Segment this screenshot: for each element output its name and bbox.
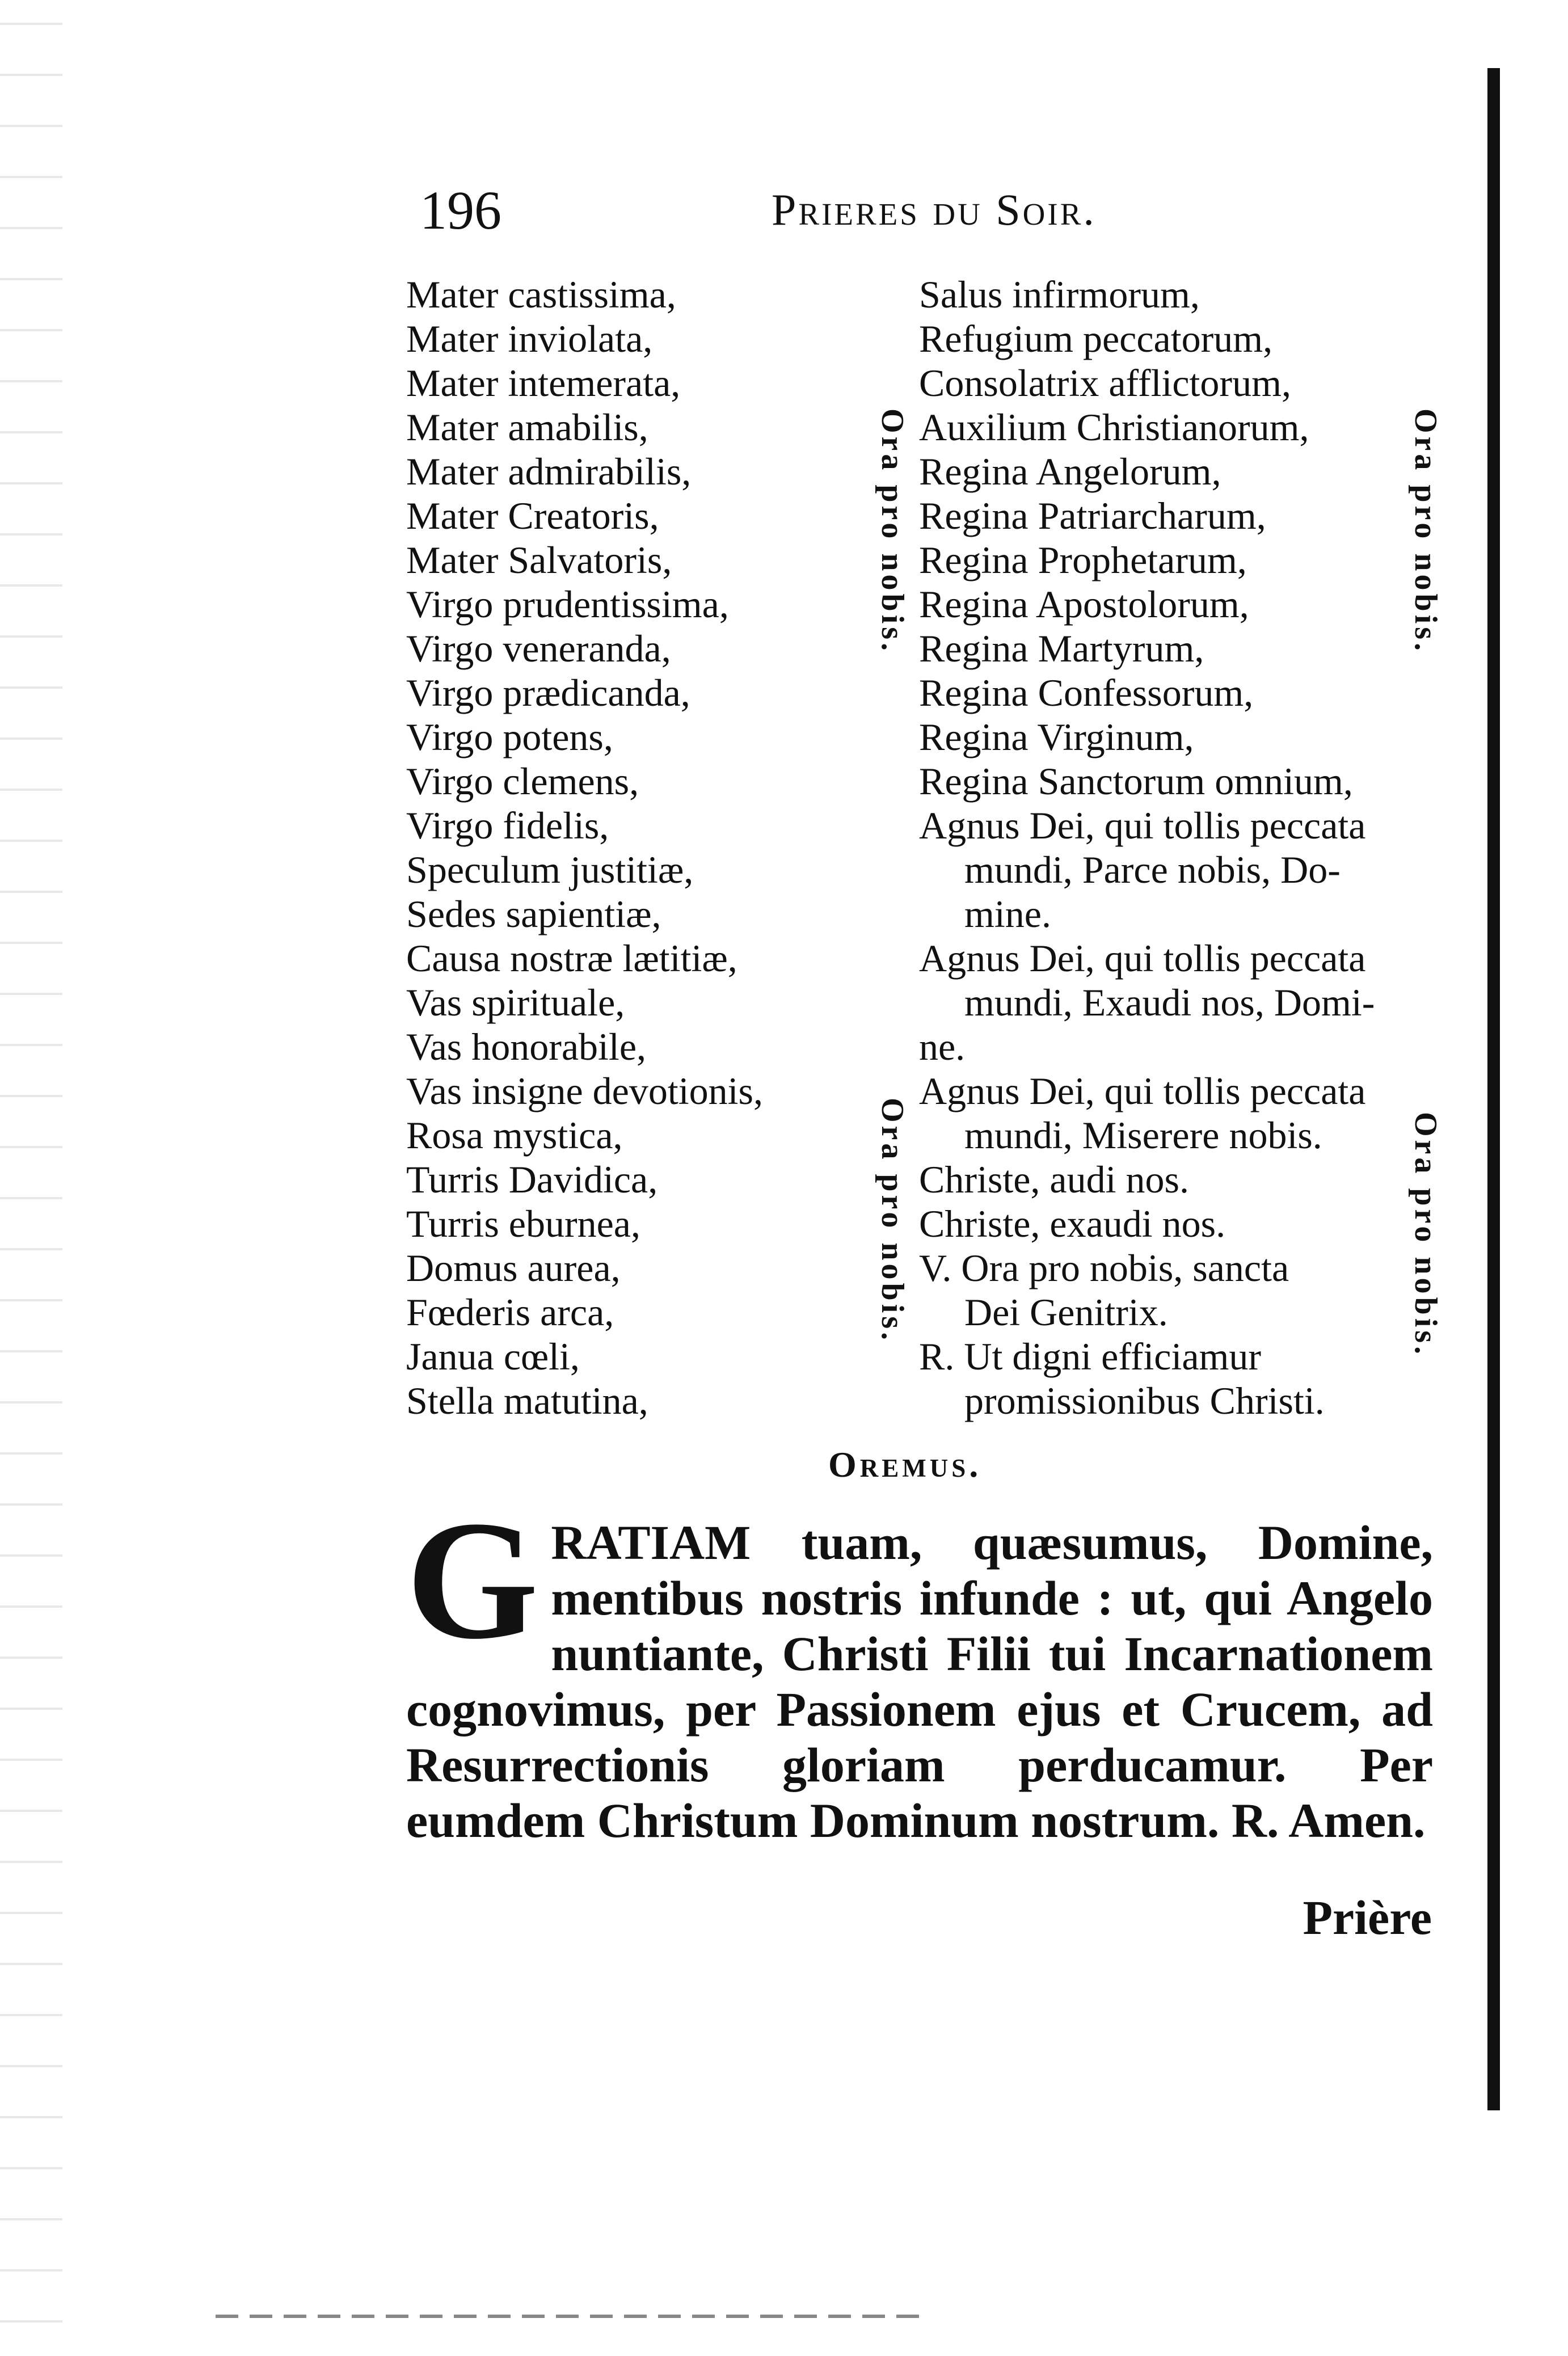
- litany-line: mine.: [964, 892, 1051, 935]
- litany-line: Virgo prudentissima,: [406, 583, 729, 626]
- drop-cap: G: [406, 1486, 539, 1674]
- side-label-ora-pro-nobis: Ora pro nobis.: [1408, 408, 1443, 655]
- litany-line: Mater amabilis,: [406, 406, 648, 449]
- litany-line: Mater castissima,: [406, 273, 676, 316]
- litany-line: mundi, Exaudi nos, Domi-: [964, 981, 1375, 1024]
- litany-line: Mater Creatoris,: [406, 494, 659, 537]
- catchword: Prière: [1303, 1890, 1432, 1945]
- litany-line: Regina Angelorum,: [919, 450, 1221, 493]
- running-title: Prieres du Soir.: [772, 185, 1097, 234]
- litany-line: Virgo potens,: [406, 715, 613, 758]
- litany-line: mundi, Parce nobis, Do-: [964, 848, 1341, 891]
- litany-line: Domus aurea,: [406, 1246, 621, 1289]
- litany-line: Christe, audi nos.: [919, 1158, 1189, 1201]
- litany-line: Regina Virginum,: [919, 715, 1194, 758]
- litany-line: Regina Confessorum,: [919, 671, 1254, 714]
- litany-line: Agnus Dei, qui tollis peccata: [919, 937, 1366, 980]
- litany-line: Speculum justitiæ,: [406, 848, 694, 891]
- side-label-ora-pro-nobis: Ora pro nobis.: [875, 408, 910, 655]
- litany-line: Mater admirabilis,: [406, 450, 692, 493]
- litany-line: Mater intemerata,: [406, 361, 681, 404]
- litany-line: Virgo prædicanda,: [406, 671, 690, 714]
- side-label-ora-pro-nobis: Ora pro nobis.: [875, 1098, 910, 1344]
- litany-line: Mater Salvatoris,: [406, 538, 672, 581]
- litany-line: mundi, Miserere nobis.: [964, 1114, 1322, 1157]
- litany-line: Vas insigne devotionis,: [406, 1069, 763, 1112]
- prayer-text: RATIAM tuam, quæsumus, Domine, mentibus nostris infunde : ut, qui Angelo nuntiante, Christi Filii tui Incarnationem cognovimus, per Passionem ejus et Crucem, ad Resurrectionis gloriam perducamur. Per eumdem Christum Dominum nostrum. R. Amen.: [406, 1515, 1433, 1848]
- litany-line: R. Ut digni efficiamur: [919, 1335, 1262, 1378]
- litany-line: Virgo fidelis,: [406, 804, 609, 847]
- litany-line: Virgo clemens,: [406, 760, 639, 803]
- litany-line: Causa nostræ lætitiæ,: [406, 937, 737, 980]
- litany-line: Janua cœli,: [406, 1335, 580, 1378]
- litany-line: Vas spirituale,: [406, 981, 625, 1024]
- litany-line: Consolatrix afflictorum,: [919, 361, 1291, 404]
- litany-line: Dei Genitrix.: [964, 1291, 1168, 1334]
- side-label-ora-pro-nobis: Ora pro nobis.: [1408, 1112, 1443, 1358]
- litany-line: Turris eburnea,: [406, 1202, 640, 1245]
- litany-line: Christe, exaudi nos.: [919, 1202, 1226, 1245]
- litany-line: Refugium peccatorum,: [919, 317, 1273, 360]
- litany-line: Auxilium Christianorum,: [919, 406, 1309, 449]
- litany-right-column: [919, 272, 1375, 1423]
- litany-line: Regina Apostolorum,: [919, 583, 1249, 626]
- page-number: 196: [420, 180, 501, 241]
- scan-artifact-line: [216, 2315, 925, 2318]
- litany-left-column: [406, 272, 763, 1423]
- litany-line: Stella matutina,: [406, 1379, 648, 1422]
- litany-line: Agnus Dei, qui tollis peccata: [919, 804, 1366, 847]
- litany-line: Agnus Dei, qui tollis peccata: [919, 1069, 1366, 1112]
- prayer-paragraph: [406, 1486, 1433, 1848]
- litany-line: Sedes sapientiæ,: [406, 892, 661, 935]
- litany-line: Turris Davidica,: [406, 1158, 658, 1201]
- litany-line: ne.: [919, 1025, 966, 1068]
- litany-line: Salus infirmorum,: [919, 273, 1200, 316]
- litany-line: promissionibus Christi.: [964, 1379, 1325, 1422]
- litany-line: Virgo veneranda,: [406, 627, 671, 670]
- litany-line: Fœderis arca,: [406, 1291, 614, 1334]
- right-margin-rule: [1487, 68, 1500, 2110]
- litany-line: Regina Martyrum,: [919, 627, 1204, 670]
- scanned-page-edge: [0, 0, 62, 2356]
- litany-line: V. Ora pro nobis, sancta: [919, 1246, 1289, 1289]
- section-heading-oremus: Oremus.: [828, 1444, 982, 1485]
- litany-line: Regina Patriarcharum,: [919, 494, 1266, 537]
- litany-line: Regina Prophetarum,: [919, 538, 1247, 581]
- litany-line: Vas honorabile,: [406, 1025, 647, 1068]
- litany-line: Mater inviolata,: [406, 317, 653, 360]
- litany-line: Regina Sanctorum omnium,: [919, 760, 1353, 803]
- litany-line: Rosa mystica,: [406, 1114, 623, 1157]
